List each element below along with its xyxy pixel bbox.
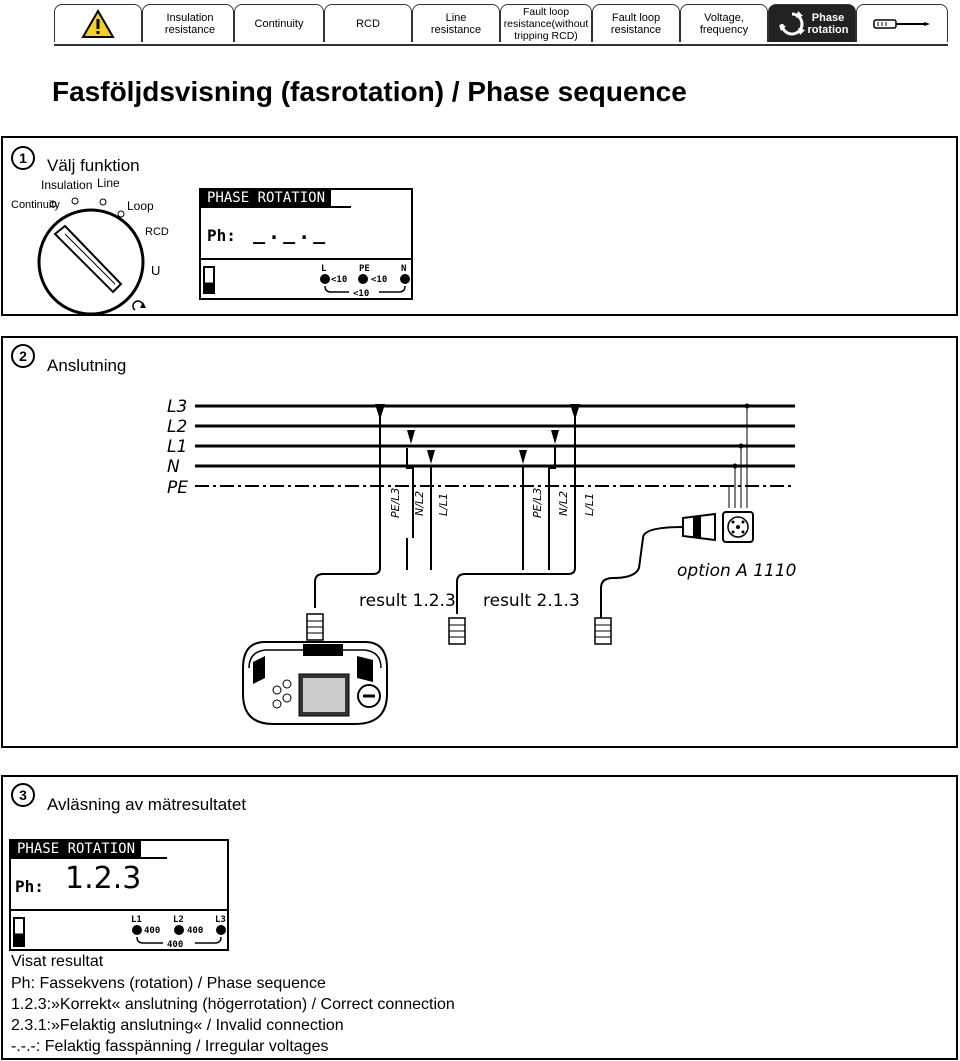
result-label-2: result 2.1.3 — [483, 591, 580, 611]
dial-label-rcd: RCD — [145, 226, 169, 238]
result-desc-ph: Ph: Fassekvens (rotation) / Phase sequence — [11, 975, 326, 992]
terminal-value: 400 — [187, 926, 204, 936]
junction-dot — [745, 404, 750, 409]
terminal-dot — [358, 274, 368, 284]
junction-dot — [733, 464, 738, 469]
battery-icon — [13, 917, 25, 947]
terminal-n-label: N — [401, 264, 407, 274]
cable — [601, 527, 683, 618]
function-dial[interactable] — [9, 174, 184, 314]
lcd-terminal-readout — [319, 262, 411, 300]
tab-voltage-frequency[interactable] — [680, 4, 768, 42]
dial-label-line: Line — [97, 176, 120, 190]
function-tabs — [54, 4, 948, 44]
connector — [449, 618, 465, 644]
terminal-dot — [216, 925, 226, 935]
terminal-value: <10 — [353, 289, 370, 299]
line-label-n: N — [167, 457, 180, 477]
tabs-divider — [54, 44, 948, 46]
screwdriver-icon — [872, 17, 932, 31]
tab-label: Continuity — [254, 17, 304, 30]
connector — [307, 614, 323, 640]
lcd-display-result — [9, 839, 229, 951]
tab-rcd[interactable] — [324, 4, 412, 42]
lcd-ph-label: Ph: — [207, 226, 236, 245]
terminal-l3-label: L3 — [215, 915, 226, 925]
probe-label: PE/L3 — [389, 487, 402, 518]
lcd-header-rule — [11, 857, 167, 859]
lcd-ph-label: Ph: — [15, 877, 44, 896]
tab-insulation[interactable] — [54, 4, 142, 42]
terminal-l2-label: L2 — [173, 915, 184, 925]
tab-label: Fault loop resistance(without tripping RCD) — [503, 5, 589, 42]
dial-label-insulation: Insulation — [41, 178, 93, 192]
rotation-icon — [779, 11, 805, 37]
result-desc-correct: 1.2.3:»Korrekt« anslutning (högerrotation) / Correct connection — [11, 996, 455, 1013]
lcd-terminal-readout — [129, 913, 229, 951]
terminal-value: 400 — [167, 940, 184, 950]
terminal-l1-label: L1 — [131, 915, 142, 925]
terminal-value: <10 — [371, 275, 388, 285]
tab-label: Insulation resistance — [164, 11, 216, 36]
dial-label-continuity: Continuity — [11, 199, 60, 211]
step-label: Välj funktion — [47, 156, 140, 175]
result-desc-invalid: 2.3.1:»Felaktig anslutning« / Invalid connection — [11, 1017, 344, 1034]
terminal-dot — [400, 274, 410, 284]
line-label-l1: L1 — [167, 437, 188, 457]
tab-label: Fault loop resistance — [610, 11, 662, 36]
dial-position — [100, 199, 106, 205]
step2-panel — [1, 336, 958, 748]
option-label: option A 1110 — [677, 561, 797, 581]
tab-label: Voltage, frequency — [699, 11, 749, 36]
test-instrument — [243, 642, 387, 724]
dial-position — [118, 211, 124, 217]
lcd-divider — [201, 258, 411, 260]
dial-label-loop: Loop — [127, 199, 154, 213]
terminal-value: <10 — [331, 275, 348, 285]
phase-rotation-icon — [133, 301, 146, 310]
dial-label-u: U — [151, 263, 161, 278]
terminal-pe-label: PE — [359, 264, 370, 274]
lcd-ph-value: 1.2.3 — [65, 861, 142, 896]
probe-set-2 — [519, 404, 580, 538]
tab-tools[interactable] — [856, 4, 948, 42]
three-phase-plug — [683, 512, 753, 542]
step-number: 3 — [11, 783, 35, 807]
step3-panel — [1, 775, 958, 1060]
tab-fault-loop[interactable] — [592, 4, 680, 42]
probe-label: N/L2 — [557, 490, 570, 516]
tab-label: Line resistance — [430, 11, 482, 36]
lcd-header-rule — [201, 206, 351, 208]
battery-icon — [203, 266, 215, 294]
line-label-pe: PE — [167, 478, 188, 498]
probe-set-1 — [375, 404, 435, 538]
line-label-l3: L3 — [167, 397, 188, 417]
probe-label: N/L2 — [413, 490, 426, 516]
tab-label: Phase rotation — [807, 11, 849, 36]
probe-label: L/L1 — [583, 493, 596, 516]
lcd-ph-value: _._._ — [253, 220, 329, 244]
probe-label: L/L1 — [437, 493, 450, 516]
warning-icon — [81, 9, 115, 39]
terminal-dot — [132, 925, 142, 935]
dial-position — [72, 198, 78, 204]
result-desc-irregular: -.-.-: Felaktig fasspänning / Irregular voltages — [11, 1038, 329, 1055]
lcd-header: PHASE ROTATION — [201, 190, 331, 206]
lcd-display-empty — [199, 188, 413, 300]
tab-label: RCD — [356, 17, 380, 30]
cable — [523, 538, 549, 570]
tab-insulation-resistance[interactable] — [142, 4, 234, 42]
probe-label: PE/L3 — [531, 487, 544, 518]
result-heading: Visat resultat — [11, 953, 104, 970]
page-title: Fasföljdsvisning (fasrotation) / Phase sequence — [52, 76, 687, 107]
line-label-l2: L2 — [167, 417, 188, 437]
tab-line-resistance[interactable] — [412, 4, 500, 42]
terminal-l-label: L — [321, 264, 327, 274]
step-number: 2 — [11, 344, 35, 368]
result-label-1: result 1.2.3 — [359, 591, 456, 611]
step-label: Avläsning av mätresultatet — [47, 795, 247, 814]
connection-diagram — [3, 338, 956, 746]
step-number: 1 — [11, 146, 35, 170]
lcd-divider — [11, 909, 227, 911]
tab-continuity[interactable] — [234, 4, 324, 42]
terminal-dot — [320, 274, 330, 284]
lcd-header: PHASE ROTATION — [11, 841, 141, 857]
junction-dot — [739, 444, 744, 449]
step1-panel — [1, 136, 958, 316]
cable — [407, 538, 431, 570]
tab-fault-loop-no-trip[interactable] — [500, 4, 592, 42]
connector — [595, 618, 611, 644]
step-label: Anslutning — [47, 356, 127, 375]
terminal-value: 400 — [144, 926, 161, 936]
tab-phase-rotation[interactable] — [768, 4, 856, 42]
terminal-dot — [174, 925, 184, 935]
